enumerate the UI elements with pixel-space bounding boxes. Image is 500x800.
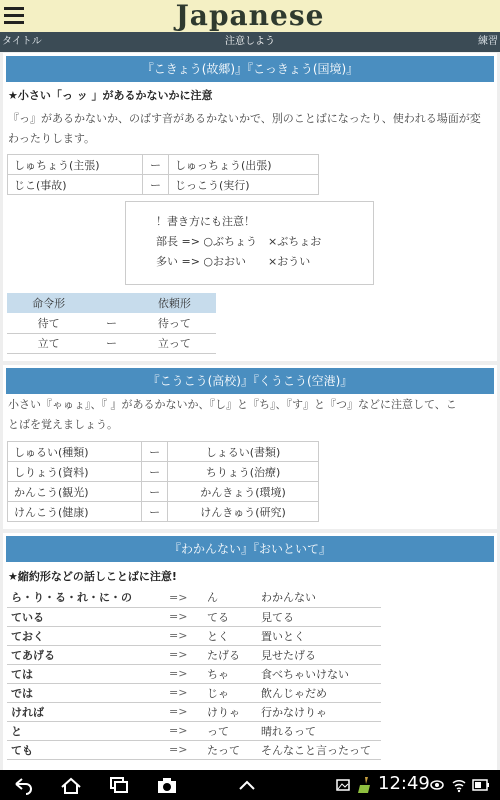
- table-row: と => って 晴れるって: [7, 721, 381, 740]
- writing-note-box: ！書き方にも注意！ 部長 => ○ぶちょう ×ぶちょお 多い => ○おおい ×おうい: [125, 201, 374, 285]
- camera-icon[interactable]: [156, 775, 178, 795]
- content-area: [0, 52, 500, 770]
- word-pair-table: [7, 441, 319, 522]
- table-row: ている => てる 見てる: [7, 607, 381, 626]
- table-row: しりょう(資料) ー ちりょう(治療): [8, 462, 319, 482]
- section-card: [3, 533, 497, 770]
- table-row: では => じゃ 飲んじゃだめ: [7, 683, 381, 702]
- table-row: しゅちょう(主張) ー しゅっちょう(出張): [8, 155, 319, 175]
- system-navigation-bar: [0, 770, 500, 800]
- table-row: ては => ちゃ 食べちゃいけない: [7, 664, 381, 683]
- table-row: ても => たって そんなこと言ったって: [7, 740, 381, 759]
- nav-current-page: 注意しよう: [225, 36, 275, 47]
- section-paragraph: 『っ』があるかないか、のばす音があるかないかで、別のことばになったり、使われる場面が変 わったりします。: [8, 112, 481, 145]
- nav-title-link[interactable]: タイトル: [2, 36, 42, 47]
- section-card: [3, 53, 497, 361]
- sub-navigation: [0, 32, 500, 52]
- recent-apps-icon[interactable]: [108, 775, 130, 795]
- chevron-up-icon[interactable]: [236, 775, 258, 795]
- verb-form-table: [7, 293, 216, 354]
- table-row: 立て ー 立って: [7, 333, 216, 353]
- clock-time: 12:49: [378, 773, 430, 794]
- app-header: [0, 0, 500, 32]
- gallery-icon: [336, 778, 350, 792]
- section-title: 『わかんない』『おいといて』: [6, 536, 494, 562]
- section-card: [3, 365, 497, 529]
- table-row: 待て ー 待って: [7, 313, 216, 333]
- wifi-icon: [452, 777, 466, 793]
- table-row: てあげる => たげる 見せたげる: [7, 645, 381, 664]
- contraction-table: [7, 588, 381, 760]
- battery-icon: [472, 777, 490, 793]
- back-icon[interactable]: [12, 775, 34, 795]
- table-header-row: 命令形 依頼形: [7, 293, 216, 313]
- section-note: ★縮約形などの話しことばに注意!: [8, 570, 177, 583]
- section-title: 『こうこう(高校)』『くうこう(空港)』: [6, 368, 494, 394]
- table-row: ければ => けりゃ 行かなけりゃ: [7, 702, 381, 721]
- section-paragraph: 小さい『ゃゅょ』、『 』があるかないか、『し』と『ち』、『す』と『つ』などに注意して、こ とばを覚えましょう。: [8, 398, 457, 431]
- cleaner-icon: [356, 776, 372, 794]
- section-note: ★小さい「っ ッ 」があるかないかに注意: [8, 89, 213, 102]
- table-row: しゅるい(種類) ー しょるい(書類): [8, 442, 319, 462]
- word-pair-table: [7, 154, 319, 195]
- home-icon[interactable]: [60, 775, 82, 795]
- nav-practice-link[interactable]: 練習: [478, 36, 498, 47]
- table-row: けんこう(健康) ー けんきゅう(研究): [8, 502, 319, 522]
- app-title: Japanese: [175, 0, 325, 32]
- table-row: ておく => とく 置いとく: [7, 626, 381, 645]
- section-title: 『こきょう(故郷)』『こっきょう(国境)』: [6, 56, 494, 82]
- table-row: じこ(事故) ー じっこう(実行): [8, 175, 319, 195]
- table-row: かんこう(観光) ー かんきょう(環境): [8, 482, 319, 502]
- eye-icon: [430, 778, 444, 792]
- table-row: ら・り・る・れ・に・の => ん わかんない: [7, 588, 381, 607]
